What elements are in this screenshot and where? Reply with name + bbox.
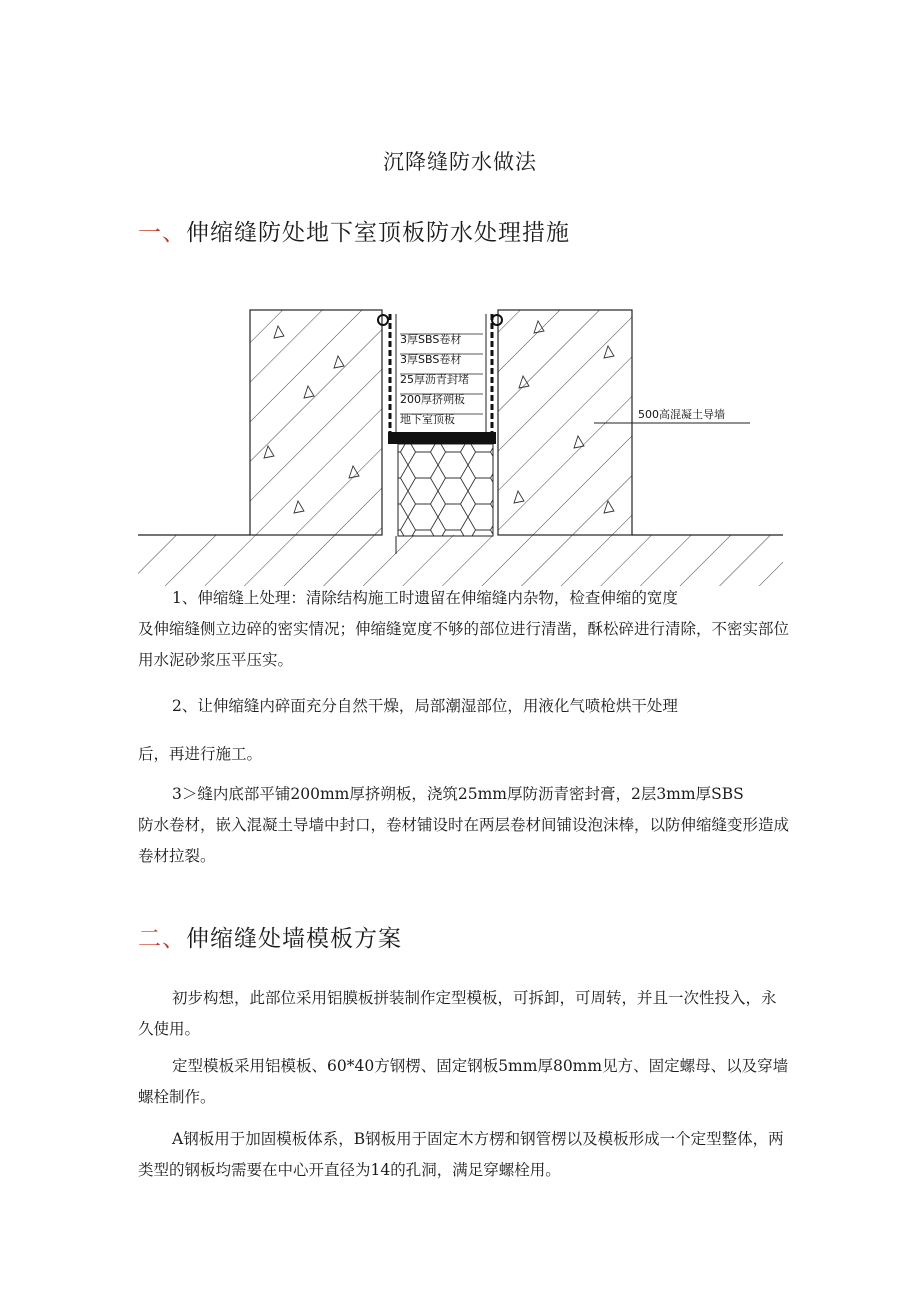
ground-slab [138, 535, 783, 586]
section-2-paragraph-3-text: A钢板用于加固模板体系，B钢板用于固定木方楞和钢管楞以及模板形成一个定型整体，两类型的钢板均需要在中心开直径为14的孔洞，满足穿螺栓用。 [138, 1130, 784, 1179]
section-1-paragraph-3-rest: 防水卷材，嵌入混凝土导墙中封口，卷材铺设时在两层卷材间铺设泡沫棒，以防伸缩缝变形造成卷材拉裂。 [138, 816, 790, 865]
section-1-paragraph-3-line-1: 3＞缝内底部平铺200mm厚挤朔板，浇筑25mm厚防沥青密封膏，2层3mm厚SBS [172, 785, 744, 803]
left-guide-wall [250, 310, 382, 535]
section-1-heading-text: 伸缩缝防处地下室顶板防水处理措施 [186, 220, 570, 246]
section-1-paragraph-2 [138, 691, 790, 722]
section-2-paragraph-2-text: 定型模板采用铝模板、60*40方钢楞、固定钢板5mm厚80mm见方、固定螺母、以及穿墙螺栓制作。 [138, 1057, 789, 1106]
section-1-paragraph-2-line-1: 2、让伸缩缝内碎面充分自然干燥，局部潮湿部位，用液化气喷枪烘干处理 [172, 697, 678, 715]
callout-label: 500高混凝土导墙 [638, 408, 725, 421]
section-1-paragraph-2-continued [138, 739, 790, 770]
section-1-number: 一、 [138, 220, 186, 246]
expansion-joint-diagram [138, 296, 783, 586]
section-2-paragraph-3 [138, 1124, 790, 1186]
layer-label-1: 3厚SBS卷材 [400, 333, 462, 346]
section-1-paragraph-3 [138, 779, 790, 872]
joint-gap [378, 310, 502, 554]
section-2-paragraph-1 [138, 983, 790, 1045]
right-guide-wall [498, 310, 632, 535]
document-title: 沉降缝防水做法 [383, 150, 537, 174]
section-2-heading [138, 920, 402, 953]
layer-label-4: 200厚挤朔板 [400, 393, 465, 406]
section-1-paragraph-1-rest: 及伸缩缝侧立边碎的密实情况；伸缩缝宽度不够的部位进行清凿，酥松碎进行清除，不密实部位用水泥砂浆压平压实。 [138, 620, 790, 669]
section-2-paragraph-1-text: 初步构想，此部位采用铝膜板拼装制作定型模板，可拆卸，可周转，并且一次性投入，永久使用。 [138, 989, 777, 1038]
section-1-paragraph-1-line-1: 1、伸缩缝上处理：清除结构施工时遗留在伸缩缝内杂物，检查伸缩的宽度 [172, 589, 678, 607]
layer-label-5: 地下室顶板 [400, 413, 455, 426]
layer-label-3: 25厚沥青封堵 [400, 373, 469, 386]
section-2-heading-text: 伸缩缝处墙模板方案 [186, 926, 402, 952]
section-1-paragraph-2-rest: 后，再进行施工。 [138, 745, 263, 763]
section-2-number: 二、 [138, 926, 186, 952]
layer-label-2: 3厚SBS卷材 [400, 353, 462, 366]
section-1-paragraph-1 [138, 583, 790, 676]
section-1-heading [138, 214, 570, 247]
section-2-paragraph-2 [138, 1051, 790, 1113]
